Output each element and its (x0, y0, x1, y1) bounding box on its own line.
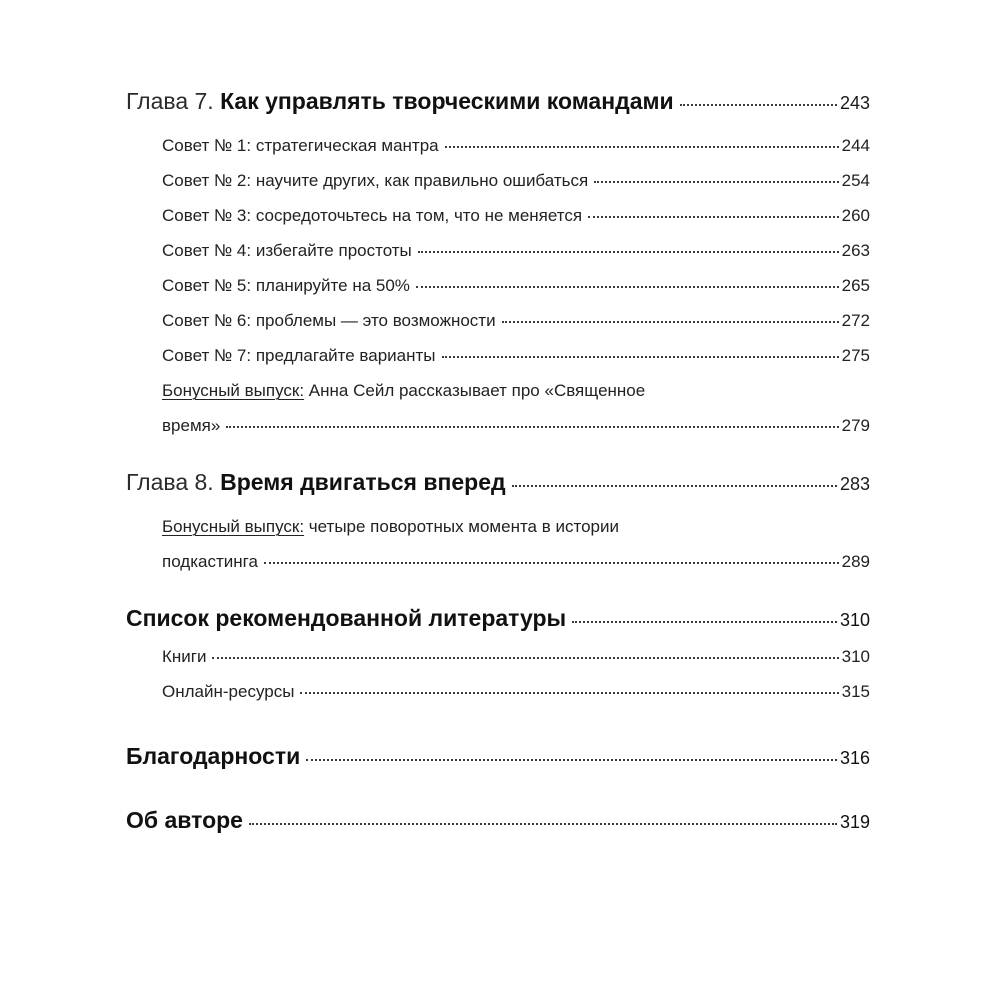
acknowledgements-entry[interactable] (126, 739, 870, 773)
tip-5-entry[interactable] (126, 268, 870, 303)
bonus-title-end: подкастинга (162, 552, 258, 571)
books-page: 310 (841, 647, 870, 666)
chapter-7-title (126, 84, 674, 118)
online-resources-entry[interactable] (126, 674, 870, 709)
tip-title: Совет № 2: научите других, как правильно ошибаться (162, 171, 589, 190)
dot-leader (512, 485, 837, 487)
bonus-page: 279 (841, 416, 870, 435)
dot-leader (588, 216, 839, 218)
tip-page: 275 (841, 346, 870, 365)
tip-title: Совет № 4: избегайте простоты (162, 241, 412, 260)
reading-list-entry[interactable] (126, 601, 870, 635)
tip-page: 244 (841, 136, 870, 155)
reading-list-page: 310 (839, 610, 870, 630)
dot-leader (212, 657, 838, 659)
chapter-7-bonus-entry[interactable] (126, 373, 870, 443)
tip-page: 263 (841, 241, 870, 260)
table-of-contents (126, 84, 870, 837)
dot-leader (418, 251, 839, 253)
online-resources-title: Онлайн-ресурсы (162, 682, 295, 701)
chapter-8-name: Время двигаться вперед (220, 469, 506, 495)
dot-leader (264, 562, 839, 564)
dot-leader (300, 692, 838, 694)
tip-page: 272 (841, 311, 870, 330)
bonus-title-end: время» (162, 416, 221, 435)
dot-leader (249, 823, 837, 825)
chapter-7-name: Как управлять творческими командами (220, 88, 674, 114)
tip-page: 260 (841, 206, 870, 225)
dot-leader (226, 426, 838, 428)
bonus-page: 289 (841, 552, 870, 571)
bonus-title-part: Анна Сейл рассказывает про «Священное (308, 381, 646, 400)
about-author-entry[interactable] (126, 803, 870, 837)
dot-leader (416, 286, 839, 288)
tip-2-entry[interactable] (126, 163, 870, 198)
about-author-page: 319 (839, 812, 870, 832)
bonus-second-line (162, 544, 870, 579)
tip-title: Совет № 1: стратегическая мантра (162, 136, 439, 155)
tip-6-entry[interactable] (126, 303, 870, 338)
dot-leader (502, 321, 839, 323)
books-title: Книги (162, 647, 207, 666)
chapter-7-prefix: Глава 7. (126, 88, 214, 114)
acknowledgements-page: 316 (839, 748, 870, 768)
chapter-7-entry[interactable] (126, 84, 870, 118)
tip-7-entry[interactable] (126, 338, 870, 373)
chapter-8-entry[interactable] (126, 465, 870, 499)
tip-4-entry[interactable] (126, 233, 870, 268)
bonus-label: Бонусный выпуск: (162, 381, 305, 400)
dot-leader (306, 759, 837, 761)
dot-leader (572, 621, 837, 623)
tip-3-entry[interactable] (126, 198, 870, 233)
tip-1-entry[interactable] (126, 128, 870, 163)
dot-leader (442, 356, 839, 358)
acknowledgements-title: Благодарности (126, 743, 301, 769)
bonus-first-line (162, 373, 870, 408)
bonus-second-line (162, 408, 870, 443)
chapter-8-page: 283 (839, 474, 870, 494)
tip-page: 254 (841, 171, 870, 190)
bonus-label: Бонусный выпуск: (162, 517, 305, 536)
tip-title: Совет № 5: планируйте на 50% (162, 276, 410, 295)
online-resources-page: 315 (841, 682, 870, 701)
about-author-title: Об авторе (126, 807, 243, 833)
chapter-8-prefix: Глава 8. (126, 469, 214, 495)
chapter-8-title (126, 465, 506, 499)
tip-title: Совет № 6: проблемы — это возможности (162, 311, 496, 330)
tip-page: 265 (841, 276, 870, 295)
bonus-title-part: четыре поворотных момента в истории (308, 517, 619, 536)
books-entry[interactable] (126, 639, 870, 674)
chapter-7-page: 243 (839, 93, 870, 113)
chapter-8-bonus-entry[interactable] (126, 509, 870, 579)
tip-title: Совет № 3: сосредоточьтесь на том, что не меняется (162, 206, 583, 225)
dot-leader (680, 104, 837, 106)
tip-title: Совет № 7: предлагайте варианты (162, 346, 436, 365)
bonus-first-line (162, 509, 870, 544)
dot-leader (594, 181, 838, 183)
dot-leader (445, 146, 839, 148)
reading-list-title: Список рекомендованной литературы (126, 605, 567, 631)
